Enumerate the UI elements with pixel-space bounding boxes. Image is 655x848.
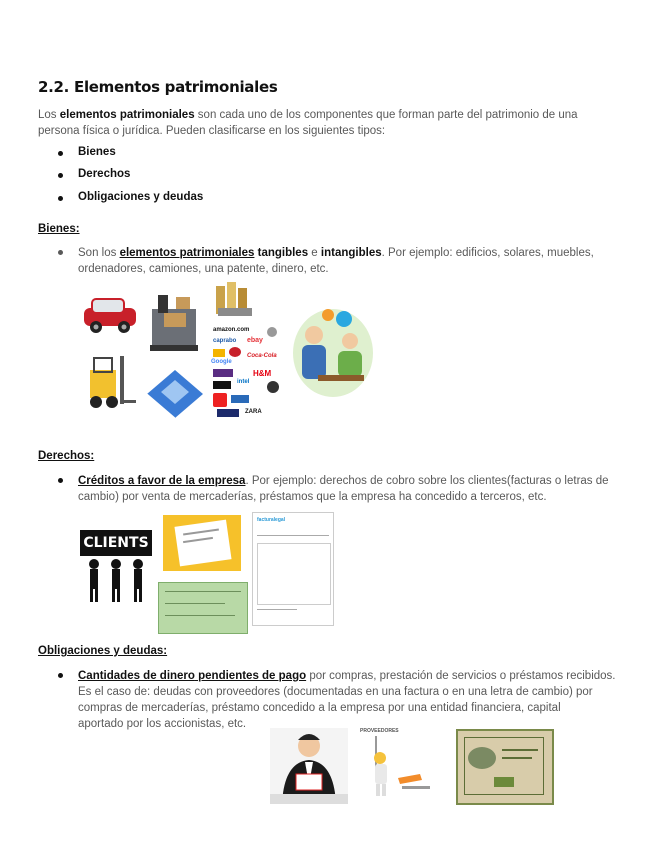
bienes-paragraph: Son los elementos patrimoniales tangibles e intangibles. Por ejemplo: edificios, solares, muebles, ordenadores, camiones, una patente, dinero, etc. [78, 247, 594, 275]
logo-block [213, 349, 225, 357]
bullet-dot [58, 196, 63, 201]
certificate-vignette [468, 747, 496, 769]
bill-line [165, 615, 235, 616]
businessman-image [270, 728, 348, 804]
intro-paragraph [38, 107, 618, 139]
intro-bold-term: elementos patrimoniales [59, 109, 195, 121]
suppliers-sign-image [358, 722, 438, 802]
logo-block [213, 381, 231, 389]
bullet-dot [58, 151, 63, 156]
logo-amazon: amazon.com [213, 327, 250, 333]
logo-block [267, 381, 279, 393]
building-image [141, 360, 209, 424]
logo-google: Google [211, 359, 232, 365]
invoice-brand: facturalegal [257, 517, 286, 523]
coins-image [212, 278, 256, 318]
logo-caprabo: caprabo [213, 338, 237, 344]
invoice-document-image [252, 512, 334, 626]
logo-block [213, 369, 233, 377]
logo-zara: ZARA [245, 409, 262, 415]
type-item-derechos: Derechos [78, 168, 131, 180]
logo-block [267, 327, 277, 337]
logo-block [229, 347, 241, 357]
invoice-yellow-image [163, 515, 241, 571]
derechos-link[interactable]: Créditos a favor de la empresa [78, 475, 246, 487]
page-title: 2.2. Elementos patrimoniales [38, 78, 278, 96]
obligaciones-paragraph: Cantidades de dinero pendientes de pago por compras, prestación de servicios o préstamos recibidos. Es el caso de: deudas con proveedores (documentadas en una factura o en una letra de cambio) por compras de mercaderías, préstamo concedido a la empresa por una entidad financiera, capital aportado por los accionistas, etc. [78, 670, 616, 730]
bullet-dot [58, 478, 63, 483]
obligaciones-heading: Obligaciones y deudas: [38, 645, 168, 657]
bullet-dot [58, 173, 63, 178]
obligaciones-link[interactable]: Cantidades de dinero [78, 670, 195, 682]
obligaciones-link-bold[interactable]: pendientes de pago [194, 670, 307, 682]
logo-cocacola: Coca-Cola [247, 353, 277, 359]
type-item-obligaciones: Obligaciones y deudas [78, 191, 204, 203]
car-image [78, 290, 142, 340]
machine-image [146, 289, 202, 359]
certificate-seal [494, 777, 514, 787]
derechos-paragraph: Créditos a favor de la empresa. Por ejemplo: derechos de cobro sobre los clientes(facturas o letras de cambio) por venta de mercaderías, préstamos que la empresa ha concedido a terceros, etc. [78, 475, 609, 503]
logo-ebay: ebay [247, 337, 263, 344]
bienes-heading: Bienes: [38, 223, 80, 235]
bullet-dot [58, 673, 63, 678]
certificate-line [502, 757, 532, 759]
certificate-line [502, 749, 538, 751]
business-meeting-image [292, 305, 374, 397]
invoice-line [257, 535, 329, 536]
bullet-dot [58, 250, 63, 255]
forklift-image [82, 352, 138, 412]
intro-line-1: Los elementos patrimoniales son cada uno de los componentes que forman parte del patrimonio de una [38, 109, 578, 121]
bill-of-exchange-image [158, 582, 248, 634]
clients-sign-image [80, 526, 152, 602]
logo-intel: intel [237, 379, 250, 385]
stock-certificate-image [456, 729, 554, 805]
invoice-table [257, 543, 331, 605]
bill-line [165, 591, 241, 592]
bill-line [165, 603, 225, 604]
logo-block [217, 409, 239, 417]
suppliers-sign-text: PROVEEDORES [360, 728, 399, 734]
bienes-link[interactable]: elementos patrimoniales [119, 247, 255, 259]
logo-hm: H&M [253, 369, 272, 378]
type-item-bienes: Bienes [78, 146, 116, 158]
derechos-heading: Derechos: [38, 450, 95, 462]
clients-sign-text: CLIENTS [80, 530, 152, 556]
invoice-line [257, 609, 297, 610]
intro-line-2: persona física o jurídica. Pueden clasificarse en los siguientes tipos: [38, 125, 386, 137]
logo-block [231, 395, 249, 403]
logo-block [213, 393, 227, 407]
brand-logos-image [209, 325, 283, 419]
